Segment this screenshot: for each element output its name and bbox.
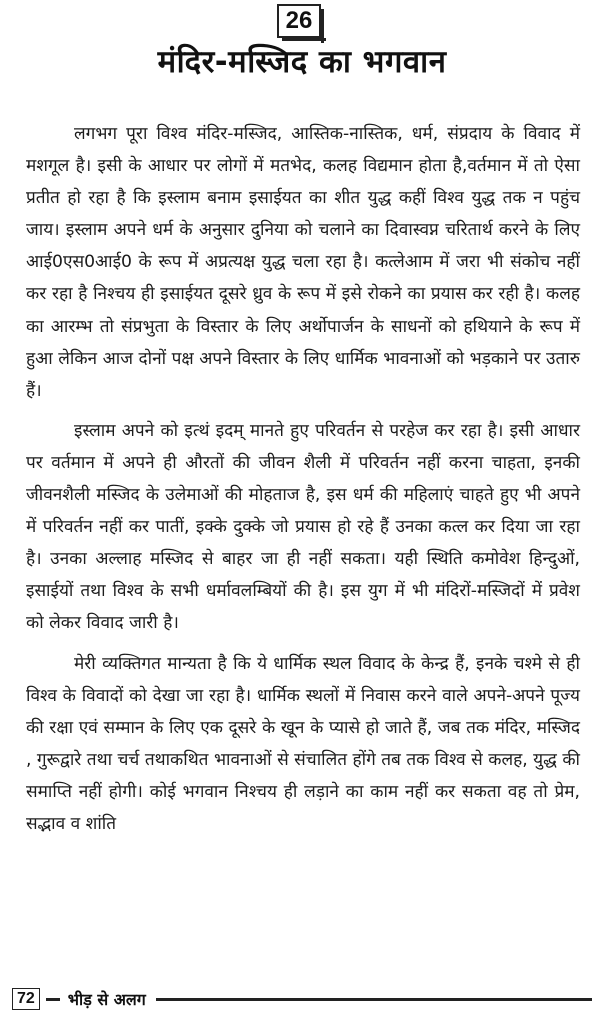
footer-rule-divider: [156, 998, 592, 1001]
footer-dash-divider: [46, 998, 60, 1001]
paragraph-2: इस्लाम अपने को इत्थं इदम् मानते हुए परिवर्तन से परहेज कर रहा है। इसी आधार पर वर्तमान में अपने ही औरतों की जीवन शैली में परिवर्तन नहीं करना चाहता, इनकी जीवनशैली मस्जिद के उलेमाओं की मोहताज है, इस धर्म की महिलाएं चाहते हुए भी अपने में परिवर्तन नहीं कर पातीं, इक्के दुक्के जो प्रयास हो रहे हैं उनका कत्ल कर दिया जा रहा है। उनका अल्लाह मस्जिद से बाहर जा ही नहीं सकता। यही स्थिति कमोवेश हिन्दुओं, इसाईयों तथा विश्व के सभी धर्मावलम्बियों की है। इस युग में भी मंदिरों-मस्जिदों में प्रवेश को लेकर विवाद जारी है।: [26, 420, 580, 634]
chapter-title: मंदिर-मस्जिद का भगवान: [157, 44, 447, 80]
chapter-body: [26, 118, 580, 840]
page-number: 72: [12, 988, 40, 1010]
page-footer: [12, 984, 592, 1014]
chapter-number-box: [277, 4, 321, 38]
paragraph-3: मेरी व्यक्तिगत मान्यता है कि ये धार्मिक स्थल विवाद के केन्द्र हैं, इनके चश्मे से ही विश्व के विवादों को देखा जा रहा है। धार्मिक स्थलों में निवास करने वाले अपने-अपने पूज्य की रक्षा एवं सम्मान के लिए एक दूसरे के खून के प्यासे हो जाते हैं, जब तक मंदिर, मस्जिद , गुरूद्वारे तथा चर्च तथाकथित भावनाओं से संचालित होंगे तब तक विश्व से कलह, युद्ध की समाप्ति नहीं होगी। कोई भगवान निश्चय ही लड़ाने का काम नहीं कर सकता वह तो प्रेम, सद्भाव व शांति: [26, 653, 580, 834]
chapter-number: 26: [285, 7, 313, 34]
paragraph-1: लगभग पूरा विश्व मंदिर-मस्जिद, आस्तिक-नास्तिक, धर्म, संप्रदाय के विवाद में मशगूल है। इसी के आधार पर लोगों में मतभेद, कलह विद्यमान होता है,वर्तमान में तो ऐसा प्रतीत हो रहा है कि इस्लाम बनाम इसाईयत का शीत युद्ध कहीं विश्व युद्ध तक न पहुंच जाय। इस्लाम अपने धर्म के अनुसार दुनिया को चलाने का दिवास्वप्न चरितार्थ करने के लिए आई0एस0आई0 के रूप में अप्रत्यक्ष युद्ध चला रहा है। कत्लेआम में जरा भी संकोच नहीं कर रहा है निश्चय ही इसाईयत दूसरे ध्रुव के रूप में इसे रोकने का प्रयास कर रही है। कलह का आरम्भ तो संप्रभुता के विस्तार के लिए अर्थोपार्जन के साधनों को हथियाने के रूप में हुआ लेकिन आज दोनों पक्ष अपने विस्तार के लिए धार्मिक भावनाओं को भड़काने पर उतारु हैं।: [26, 124, 580, 401]
book-title: भीड़ से अलग: [67, 990, 146, 1009]
